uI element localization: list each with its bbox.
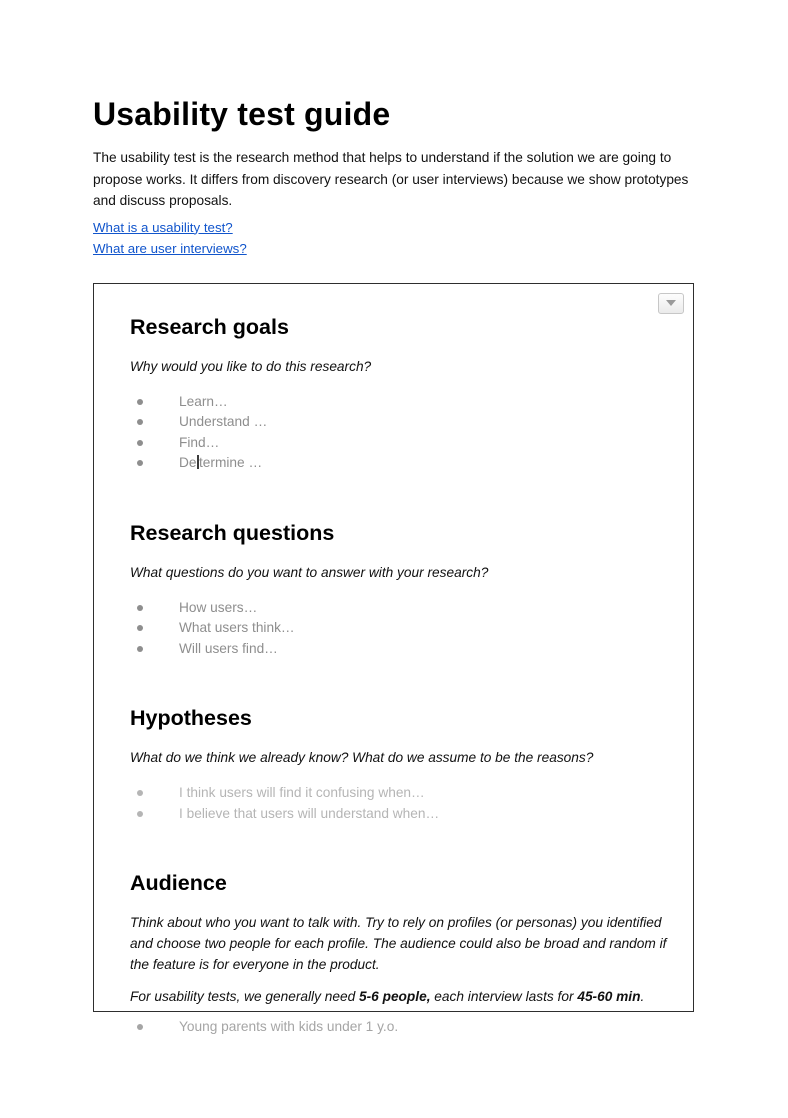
section-heading: Research questions — [130, 520, 335, 545]
list-item[interactable]: I think users will find it confusing when… — [130, 783, 673, 804]
hypotheses-list — [130, 783, 673, 824]
audience-note — [130, 986, 673, 1007]
note-bold: 5-6 people, — [359, 989, 431, 1004]
section-prompt: Why would you like to do this research? — [130, 358, 372, 374]
questions-list — [130, 598, 673, 660]
link-what-are-user-interviews[interactable]: What are user interviews? — [93, 240, 247, 256]
section-research-goals — [130, 314, 673, 474]
list-item[interactable]: What users think… — [130, 618, 673, 639]
box-dropdown-button[interactable] — [658, 293, 684, 314]
list-item-text: termine … — [199, 455, 263, 470]
goals-list — [130, 392, 673, 474]
page-title: Usability test guide — [93, 96, 391, 132]
doc-links — [93, 217, 694, 259]
list-item[interactable]: How users… — [130, 598, 673, 619]
list-item[interactable]: I believe that users will understand when… — [130, 804, 673, 825]
intro-paragraph: The usability test is the research method that helps to understand if the solution we are going to propose works. It differs from discovery research (or user interviews) because we show prototypes and discuss proposals. — [93, 150, 689, 208]
section-prompt: Think about who you want to talk with. Try to rely on profiles (or personas) you identified and choose two people for each profile. The audience could also be broad and random if the feature is for everyone in the product. — [130, 915, 667, 972]
template-box — [93, 283, 694, 1034]
list-item-editing[interactable] — [130, 453, 673, 474]
list-item[interactable]: Find… — [130, 433, 673, 454]
list-item[interactable]: Young parents with kids under 1 y.o. — [130, 1017, 673, 1038]
section-research-questions — [130, 520, 673, 660]
note-text: . — [640, 989, 645, 1004]
section-audience — [130, 870, 673, 1038]
audience-list — [130, 1017, 673, 1038]
section-heading: Hypotheses — [130, 706, 252, 730]
note-bold: 45-60 min — [577, 989, 641, 1004]
section-hypotheses — [130, 705, 673, 824]
section-prompt: What do we think we already know? What do we assume to be the reasons? — [130, 750, 594, 765]
link-what-is-usability-test[interactable]: What is a usability test? — [93, 219, 233, 235]
note-text: For usability tests, we generally need — [130, 989, 359, 1004]
document-content — [93, 95, 694, 1034]
section-prompt: What questions do you want to answer with your research? — [130, 564, 489, 580]
list-item[interactable]: Understand … — [130, 412, 673, 433]
list-item[interactable]: Learn… — [130, 392, 673, 413]
list-item-text: De — [179, 455, 197, 470]
list-item[interactable]: Will users find… — [130, 639, 673, 660]
section-heading: Audience — [130, 871, 227, 895]
chevron-down-icon — [666, 300, 676, 306]
section-heading: Research goals — [130, 314, 289, 339]
note-text: each interview lasts for — [430, 989, 578, 1004]
